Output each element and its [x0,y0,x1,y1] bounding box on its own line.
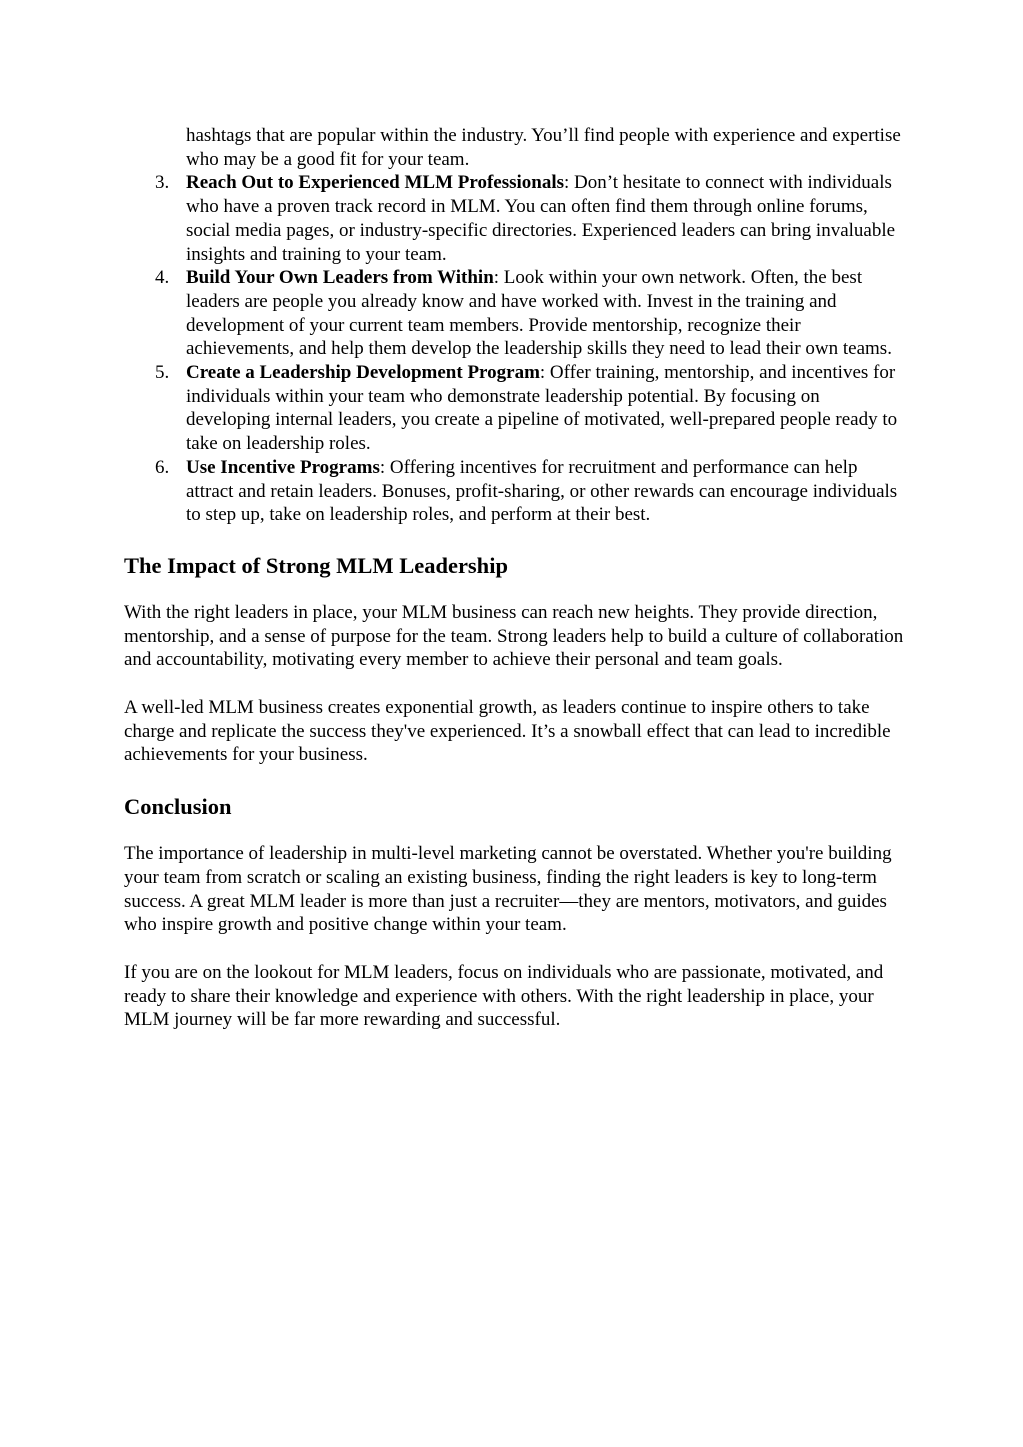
list-item-text: hashtags that are popular within the industry. You’ll find people with experience and expertise who may be a good fit for your team. [186,125,901,170]
list-item-text: : Don’t hesitate to connect with individuals who have a proven track record in MLM. You can often find them through online forums, social media pages, or industry-specific directories. Experienced leaders can bring invaluable insights and training to your team. [186,172,896,265]
paragraph: The importance of leadership in multi-level marketing cannot be overstated. Whether you're building your team from scratch or scaling an existing business, finding the right leaders is key to long-term success. A great MLM leader is more than just a recruiter—they are mentors, motivators, and guides who inspire growth and positive change within your team. [124,843,892,936]
paragraph: With the right leaders in place, your MLM business can reach new heights. They provide direction, mentorship, and a sense of purpose for the team. Strong leaders help to build a culture of collaboration and accountability, motivating every member to achieve their personal and team goals. [124,601,904,671]
paragraph: A well-led MLM business creates exponential growth, as leaders continue to inspire others to take charge and replicate the success they've experienced. It’s a snowball effect that can lead to incredible achievements for your business. [124,697,891,766]
list-item-title: Create a Leadership Development Program [186,362,540,384]
list-item-title: Reach Out to Experienced MLM Professionals [186,172,565,194]
document-page [124,124,904,1032]
numbered-list [124,124,904,527]
list-item-text: : Offer training, mentorship, and incentives for individuals within your team who demonstrate leadership potential. By focusing on developing internal leaders, you create a pipeline of motivated, well-prepared people ready to take on leadership roles. [186,362,898,455]
list-item-text: : Look within your own network. Often, the best leaders are people you already know and have worked with. Invest in the training and development of your current team members. Provide mentorship, recognize their achievements, and help them develop the leadership skills they need to lead their own teams. [186,267,892,360]
list-item-continuation [124,124,904,171]
list-number: 5. [155,362,170,384]
list-number: 6. [155,456,170,478]
list-item-text: : Offering incentives for recruitment and performance can help attract and retain leaders. Bonuses, profit-sharing, or other rewards can encourage individuals to step up, take on leadership roles, and perform at their best. [186,456,898,526]
list-number: 4. [155,267,170,289]
paragraph: If you are on the lookout for MLM leaders, focus on individuals who are passionate, motivated, and ready to share their knowledge and experience with others. With the right leadership in place, your MLM journey will be far more rewarding and successful. [124,961,884,1031]
list-item-title: Build Your Own Leaders from Within [186,267,494,289]
list-number: 3. [155,172,170,194]
list-item [124,456,904,527]
list-item [124,171,904,266]
section-heading-impact: The Impact of Strong MLM Leadership [124,552,508,578]
section-heading-conclusion: Conclusion [124,794,232,820]
list-item [124,266,904,361]
list-item [124,361,904,456]
list-item-title: Use Incentive Programs [186,456,380,478]
